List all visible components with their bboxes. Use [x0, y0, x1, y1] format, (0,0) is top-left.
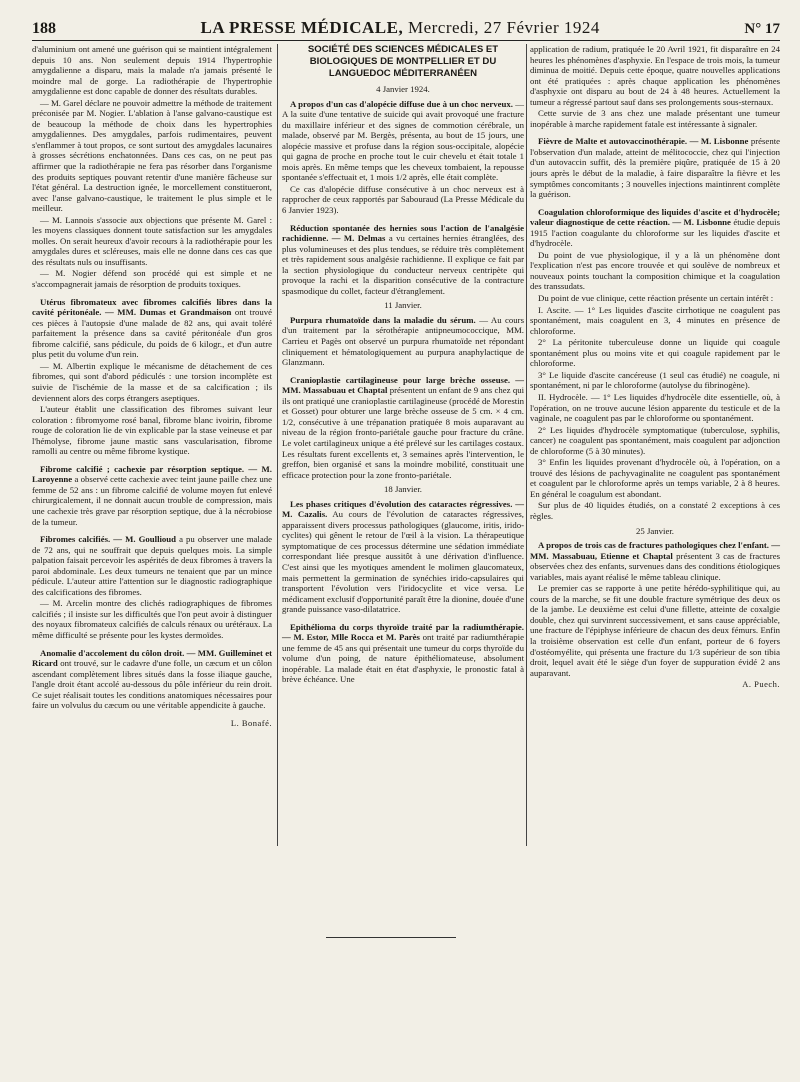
journal-header — [201, 18, 600, 38]
society-heading: SOCIÉTÉ DES SCIENCES MÉDICALES ET BIOLOGIQUES DE MONTPELLIER ET DU LANGUEDOC MÉDITERRANÉEN — [307, 44, 499, 79]
article-body: présentent 3 cas de fractures observées chez des enfants, survenues dans des conditions étiologiques variables, mais ayant réalisé le même tableau clinique. — [530, 550, 781, 582]
column-right — [530, 44, 780, 691]
article — [282, 499, 524, 615]
paragraph: Sur plus de 40 liquides étudiés, on a constaté 2 exceptions à ces règles. — [530, 500, 780, 521]
paragraph: I. Ascite. — 1° Les liquides d'ascite cirrhotique ne coagulent pas spontanément, mais coagulent en 3, 4 minutes en présence de chloroforme. — [530, 304, 780, 336]
article-body: a observé cette cachexie avec teint jaune paille chez une femme de 52 ans : un fibrome calcifié de volume moyen fut enlevé chirurgicalement, il ne donnait aucun trouble de compression, mais une cachexie très grave par résorption septique, due à la nécrobiose de la tumeur. — [32, 474, 272, 527]
paragraph: Du point de vue physiologique, il y a là un phénomène dont l'explication n'est pas encore trouvée et qui soulève de nombreux et nouveaux points touchant la composition chimique et la coagulation des transsudats. — [530, 249, 780, 292]
paragraph: — M. Arcelin montre des clichés radiographiques de fibromes calcifiés ; il insiste sur les difficultés que l'on peut avoir à distinguer des noyaux fibromateux calcifiés de calculs rénaux ou urétéraux. La même difficulté se présente pour les kystes dermoïdes. — [32, 598, 272, 640]
article — [32, 534, 272, 597]
article — [530, 207, 780, 249]
article — [282, 315, 524, 368]
article — [282, 622, 524, 685]
article-title: Réduction spontanée des hernies sous l'action de l'analgésie rachidienne. — M. Delmas — [282, 222, 524, 244]
article-title: Epithélioma du corps thyroïde traité par la radiumthérapie. — M. Estor, Mlle Rocca et M. Parès — [282, 621, 524, 643]
article-body: présente l'observation d'un malade, atteint de mélitococcie, chez qui l'injection d'un autovaccin suffit, dès la première piqûre, pratiquée de 15 à 20 jours après le début de la maladie, à faire disparaître la fièvre et les symptômes concomitants ; 3 nouvelles injections maintinrent complète la guérison. — [530, 136, 781, 200]
article-title: Purpura rhumatoïde dans la maladie du sérum. — [290, 314, 476, 325]
article-body: ont trouvé, sur le cadavre d'une folle, un cæcum et un côlon ascendant complètement libres situés dans la fosse iliaque gauche, l'angle droit étant accolé au-dessous du pôle inférieur du rein droit. Ce sujet réalisait toutes les conditions anatomiques nécessaires pour faire un volvulus du cæcum ou une véritable appendicite à gauche. — [32, 658, 273, 711]
paragraph: Cette survie de 3 ans chez une malade présentant une tumeur inopérable à marche rapidement fatale est intéressante à signaler. — [530, 108, 780, 129]
article-body: — A la suite d'une tentative de suicide qui avait provoqué une fracture du maxillaire inférieur et des signes de commotion cérébrale, un malade, observé par M. Bergès, présenta, au bout de 15 jours, une alopécie massive et profuse dans la région sous-occipitale, alopécie qui gagna de proche en proche tout le cuir chevelu et était totale 1 mois après. En même temps que les cheveux tombaient, la repousse spontanée s'effectuait et, 1 mois 1/2 après, elle était complète. — [282, 98, 525, 183]
paragraph: L'auteur établit une classification des fibromes suivant leur coloration : fibromyome rosé banal, fibrome blanc ivoirin, fibrome rouge de coloration lie de vin explicable par la stase veineuse et par l'hémolyse, fibrome jaune mastic sans vascularisation, fibrome ramolli au centre ou même fibrome kystique. — [32, 404, 272, 457]
article-title: Les phases critiques d'évolution des cataractes régressives. — M. Cazalis. — [282, 498, 524, 520]
article — [282, 99, 524, 183]
article-title: A propos de trois cas de fractures pathologiques chez l'enfant. — MM. Massabuau, Etienne et Chaptal — [530, 540, 780, 561]
session-date: 18 Janvier. — [384, 484, 422, 495]
paragraph: d'aluminium ont amené une guérison qui se maintient intégralement depuis 10 ans. Non seulement depuis 1914 l'hypertrophie amygdalienne a disparu, mais la malade n'a jamais présenté le moindre mal de gorge. La radiothérapie de l'hypertrophie amygdalienne est donc capable de donner des résultats durables. — [32, 44, 272, 97]
paragraph: 2° La péritonite tuberculeuse donne un liquide qui coagule spontanément plus ou moins vite et qui coagule rapidement par le chloroforme. — [530, 337, 780, 369]
article-body: a pu observer une malade de 72 ans, qui ne souffrait que depuis quelques mois. La simple palpation faisait percevoir les aspérités de deux fibromes à travers la paroi abdominale. Les deux tumeurs ne tenaient que par un mince pédicule. L'auteur attire l'attention sur le diagnostic radiographique des calcifications des fibromes. — [32, 534, 273, 597]
paragraph: application de radium, pratiquée le 20 Avril 1921, fit disparaître en 24 heures les phénomènes d'asphyxie. En l'espace de trois mois, la tumeur diminua de moitié. Depuis cette époque, quatre nouvelles applications ont été pratiquées : après chaque application les phénomènes d'asphyxie ont disparu au bout de 24 à 48 heures. Actuellement la tumeur a régressé partout sauf dans ses prolongements sous-sternaux. — [530, 44, 780, 107]
paragraph: — M. Albertin explique le mécanisme de détachement de ces fibromes, qui sont d'abord pédiculés : une torsion incomplète est suivie de l'ischémie de la masse et de sa calcification ; ils deviennent alors des corps étrangers aseptiques. — [32, 360, 272, 403]
journal-title: LA PRESSE MÉDICALE, — [200, 18, 404, 37]
article — [282, 375, 524, 480]
paragraph: — M. Nogier défend son procédé qui est simple et ne s'accompagnerait jamais de résorption de produits toxiques. — [32, 268, 272, 290]
article — [32, 464, 272, 527]
column-rule-left — [277, 44, 278, 846]
article-title: Fibromes calcifiés. — M. Goullioud — [40, 534, 177, 545]
paragraph: 2° Les liquides d'hydrocèle symptomatique (tuberculose, syphilis, cancer) ne coagulent pas spontanément, mais coagulent par adjonction de chloroforme (5 à 30 minutes). — [530, 424, 780, 456]
article-title: Cranioplastie cartilagineuse pour large brèche osseuse. — MM. Massabuau et Chaptal — [282, 374, 524, 396]
article — [530, 136, 780, 199]
article-body: présentent un enfant de 9 ans chez qui ils ont pratiqué une cranioplastie cartilagineuse (procédé de Morestin et Gosset) pour obturer une large brèche osseuse de 5 cm. × 4 cm. 1/2, consécutive à une trépanation pratiquée 8 mois auparavant au niveau de la région fronto-pariétale gauche pour fracture du crâne. Le volet cartilagineux unique a été prélevé sur les cartilages costaux. Les résultats furent excellents et, 3 semaines après l'intervention, le greffon, bien organisé et sans la moindre mobilité, constituait une efficace protection pour la zone fronto-pariétale. — [282, 385, 524, 480]
article-body: étudie depuis 1915 l'action coagulante du chloroforme sur les liquides d'ascite et d'hydrocèle. — [530, 217, 780, 249]
article-title: Anomalie d'accolement du côlon droit. — MM. Guilleminet et Ricard — [32, 647, 272, 669]
session-date: 25 Janvier. — [636, 525, 674, 536]
article — [32, 297, 272, 360]
page-number: 188 — [32, 20, 56, 37]
article-body: a vu certaines hernies étranglées, des plus volumineuses et des plus tendues, se réduire très complètement et très rapidement sous analgésie rachidienne. Il explique ce fait par la section physiologique du conducteur nerveux centripète qui provoque la rachi et la disparition consécutive de la contracture spasmodique du collet, facteur d'étranglement. — [282, 233, 525, 296]
paragraph: Le premier cas se rapporte à une petite hérédo-syphilitique qui, au cours de la marche, se fit une double fracture symétrique des deux os de la jambe. Le deuxième est celui d'une fillette, atteinte de coxalgie double, chez qui survinrent successivement, et sans cause appréciable, une fracture de l'épiphyse inférieure de chacun des deux fémurs. Enfin la troisième observation est celle d'un enfant, porteur de 6 foyers d'ostéomyélite, qui présenta une fracture du 1/3 supérieur de son tibia droit, lequel avait été le siège d'un foyer de suppuration évidé 2 ans auparavant. — [530, 583, 780, 678]
article-title: Coagulation chloroformique des liquides d'ascite et d'hydrocèle; valeur diagnostique de cette réaction. — M. Lisbonne — [530, 206, 780, 228]
article — [530, 540, 780, 582]
paragraph: Du point de vue clinique, cette réaction présente un certain intérêt : — [538, 293, 774, 304]
column-left — [32, 44, 272, 729]
paragraph: 3° Le liquide d'ascite cancéreuse (1 seul cas étudié) ne coagule, ni spontanément, ni par le chloroforme (autolyse du fibrinogène). — [530, 369, 780, 391]
article-body: Au cours de l'évolution de cataractes régressives, apparaissent divers processus pathologiques (glaucome, iritis, irido-cyclites) qui gênent le retour de l'œil à la vision. La thérapeutique symptomatique de ces processus détermine une sédation immédiate correspondant liée presque aussitôt à une dérivation d'influence. C'est ainsi que les myotiques amendent le molimen glaucomateux, mais permettent la germination de synéchies irido-capsulaires qui transportent l'évolution vers l'iridocyclite et vice versa. Le médicament exclusif d'opportunité paraît être la dionine, douée d'une grande puissance vaso-dilatatrice. — [282, 509, 524, 615]
article-body: ont traité par radiumthérapie une femme de 45 ans qui présentait une tumeur du corps thyroïde du volume d'un poing, de nature épithéliomateuse, absolument inopérable. La malade était en état d'asphyxie, le pronostic fatal à brève échéance. Une — [282, 632, 524, 685]
paragraph: — M. Lannois s'associe aux objections que présente M. Garel : les moyens classiques donnent toute satisfaction sur les amygdales molles. On serait heureux d'avoir recours à la radiothérapie pour les amygdales dures et scléreuses, mais elle ne donne dans ces cas que des résultats nuls ou insuffisants. — [32, 214, 272, 267]
issue-date: Mercredi, 27 Février 1924 — [407, 18, 600, 37]
session-date: 4 Janvier 1924. — [376, 84, 430, 94]
paragraph: II. Hydrocèle. — 1° Les liquides d'hydrocèle dite essentielle, où, à l'opération, on ne trouve aucune lésion apparente du testicule et de la vaginale, ne coagulent pas par le chloroforme ou spontanément. — [530, 391, 780, 424]
column-rule-right — [526, 44, 527, 846]
paragraph: — M. Garel déclare ne pouvoir admettre la méthode de traitement préconisée par M. Nogier. L'ablation à l'anse galvano-caustique est de beaucoup la méthode de choix dans les hypertrophies amygdaliennes. Des amygdales, parfois rudimentaires, peuvent s'enflammer à tout propos, ce sont surtout des amygdales lacunaires à grosses sécrétions enchatonnées. Dans ces cas, on ne peut pas affirmer que la radiothérapie ne fera pas résorber dans l'organisme des produits septiques pouvant retentir d'une manière fâcheuse sur l'état général. La destruction ignée, le morcellement constitueront, avec l'anse galvano-caustique, le traitement le plus simple et le meilleur. — [32, 97, 272, 214]
issue-number: N° 17 — [744, 21, 780, 37]
paragraph: Ce cas d'alopécie diffuse consécutive à un choc nerveux est à rapprocher de ceux rapportés par Sabouraud (La Presse Médicale du 6 Janvier 1923). — [282, 183, 524, 216]
bottom-rule — [326, 937, 456, 938]
signature: A. Puech. — [742, 679, 780, 690]
column-middle — [282, 44, 524, 686]
session-date: 11 Janvier. — [384, 300, 422, 311]
article — [32, 648, 272, 711]
page-header — [32, 14, 780, 41]
article-title: Fièvre de Malte et autovaccinothérapie. — M. Lisbonne — [538, 136, 749, 147]
paragraph: 3° Enfin les liquides provenant d'hydrocèle où, à l'opération, on a trouvé des lésions de pachyvaginalite ne coagulent pas spontanément et coagulent par le chloroforme après un temps variable, 2 à 8 heures. En général le coagulum est abondant. — [530, 457, 780, 499]
article-title: Fibrome calcifié ; cachexie par résorption septique. — M. Laroyenne — [32, 463, 272, 485]
article-body: — Au cours d'un traitement par la sérothérapie antipneumococcique, MM. Carrieu et Pagès ont observé un purpura rhumatoïde net répondant cliniquement et hématologiquement au purpura anaphylactique de Glanzmann. — [282, 314, 524, 368]
article-title: A propos d'un cas d'alopécie diffuse due à un choc nerveux. — [290, 98, 513, 109]
article — [282, 223, 524, 297]
article-body: ont trouvé ces pièces à l'autopsie d'une malade de 82 ans, qui avait toléré parfaitement la présence dans sa cavité péritonéale d'un gros fibrome calcifié, sans pédicule, du poids de 6 kilogr., et d'un autre plus petit du volume d'un rein. — [32, 307, 272, 360]
signature: L. Bonafé. — [230, 717, 272, 728]
article-title: Utérus fibromateux avec fibromes calcifiés libres dans la cavité péritonéale. — MM. Dumas et Grandmaison — [32, 296, 272, 318]
